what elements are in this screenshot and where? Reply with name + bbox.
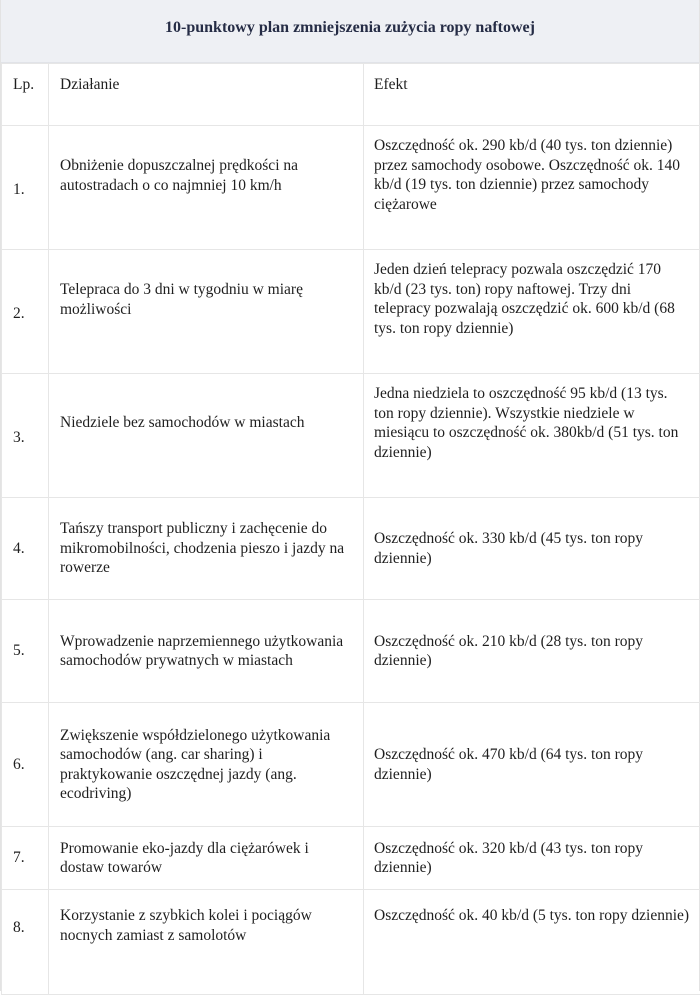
table-title-bar (1, 0, 699, 63)
row-number: 4. (2, 498, 49, 600)
row-effect: Oszczędność ok. 40 kb/d (5 tys. ton ropy dziennie) (364, 890, 700, 995)
row-number: 3. (2, 374, 49, 498)
row-number: 7. (2, 827, 49, 890)
row-action: Korzystanie z szybkich kolei i pociągów nocnych zamiast z samolotów (49, 890, 364, 995)
row-action: Zwiększenie współdzielonego użytkowania samochodów (ang. car sharing) i praktykowanie oszczędnej jazdy (ang. ecodriving) (49, 703, 364, 827)
row-number: 2. (2, 250, 49, 374)
row-effect: Jeden dzień telepracy pozwala oszczędzić 170 kb/d (23 tys. ton) ropy naftowej. Trzy dni telepracy pozwalają oszczędzić ok. 600 kb/d (68 tys. ton ropy dziennie) (364, 250, 700, 374)
table-row (2, 827, 700, 890)
table-row (2, 890, 700, 995)
oil-reduction-plan-table (1, 63, 700, 995)
row-number: 8. (2, 890, 49, 995)
row-action: Promowanie eko-jazdy dla ciężarówek i dostaw towarów (49, 827, 364, 890)
table-title: 10-punktowy plan zmniejszenia zużycia ropy naftowej (165, 19, 535, 37)
row-effect: Jedna niedziela to oszczędność 95 kb/d (13 tys. ton ropy dziennie). Wszystkie niedziele w miesiącu to oszczędność ok. 380kb/d (51 tys. ton dziennie) (364, 374, 700, 498)
row-number: 6. (2, 703, 49, 827)
row-action: Wprowadzenie naprzemiennego użytkowania samochodów prywatnych w miastach (49, 600, 364, 703)
header-lp: Lp. (2, 64, 49, 126)
table-header-row (2, 64, 700, 126)
table-row (2, 498, 700, 600)
row-effect: Oszczędność ok. 210 kb/d (28 tys. ton ropy dziennie) (364, 600, 700, 703)
row-effect: Oszczędność ok. 470 kb/d (64 tys. ton ropy dziennie) (364, 703, 700, 827)
row-action: Obniżenie dopuszczalnej prędkości na autostradach o co najmniej 10 km/h (49, 126, 364, 250)
row-action: Telepraca do 3 dni w tygodniu w miarę możliwości (49, 250, 364, 374)
header-effect: Efekt (364, 64, 700, 126)
row-effect: Oszczędność ok. 320 kb/d (43 tys. ton ropy dziennie) (364, 827, 700, 890)
header-action: Działanie (49, 64, 364, 126)
table-row (2, 703, 700, 827)
row-action: Tańszy transport publiczny i zachęcenie do mikromobilności, chodzenia pieszo i jazdy na rowerze (49, 498, 364, 600)
row-effect: Oszczędność ok. 330 kb/d (45 tys. ton ropy dziennie) (364, 498, 700, 600)
table-row (2, 126, 700, 250)
row-effect: Oszczędność ok. 290 kb/d (40 tys. ton dziennie) przez samochody osobowe. Oszczędność ok. 140 kb/d (19 tys. ton dziennie) przez samochody ciężarowe (364, 126, 700, 250)
row-number: 1. (2, 126, 49, 250)
table-row (2, 600, 700, 703)
table-row (2, 250, 700, 374)
table-row (2, 374, 700, 498)
row-number: 5. (2, 600, 49, 703)
row-action: Niedziele bez samochodów w miastach (49, 374, 364, 498)
